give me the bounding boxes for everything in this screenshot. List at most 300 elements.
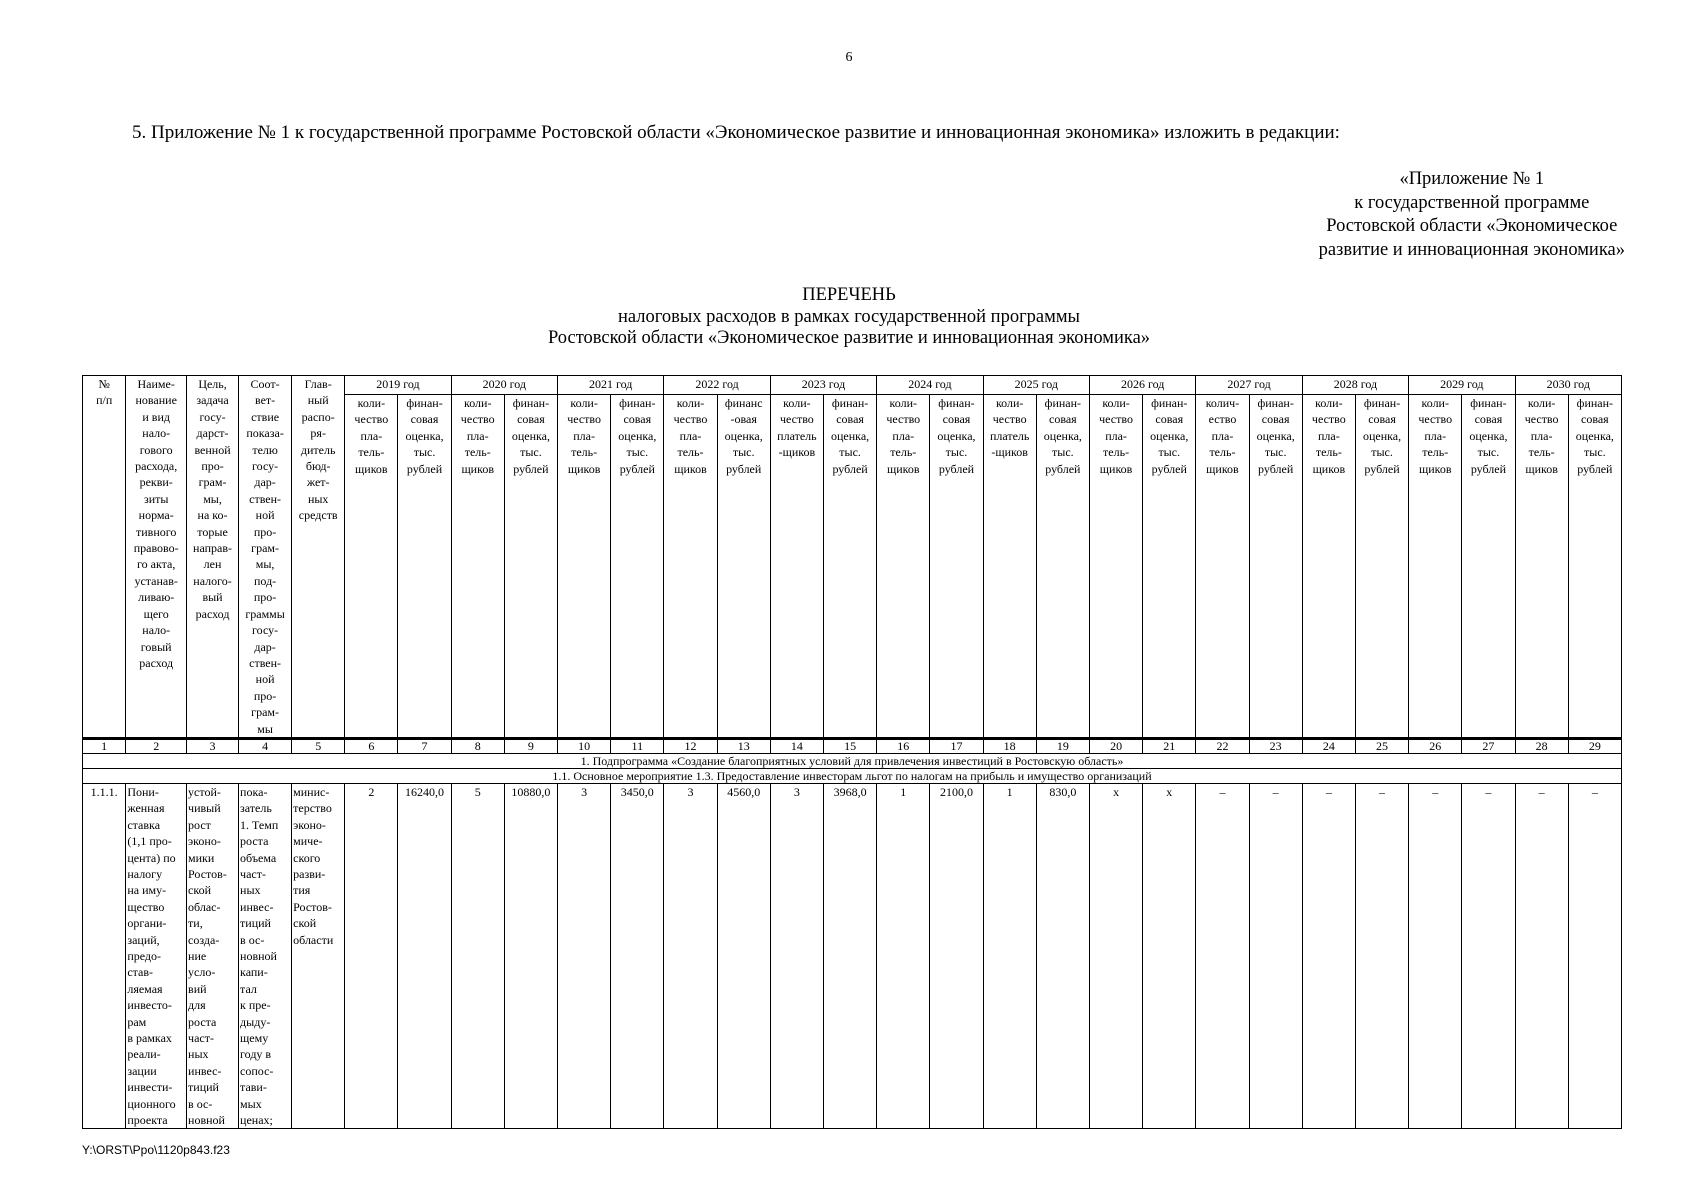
column-number: 17 — [930, 738, 983, 753]
header-line: -щиков — [991, 445, 1028, 460]
header-line: про- — [253, 688, 277, 703]
header-line: финан- — [1044, 395, 1082, 410]
header-line: щиков — [1312, 461, 1346, 476]
header-col-1 — [83, 376, 126, 739]
payers-count-header — [664, 394, 717, 738]
data-value: 1 — [877, 783, 930, 1129]
program-indicator-line: году в — [240, 1047, 272, 1062]
header-line: ливаю- — [138, 590, 175, 605]
header-line: оценка, — [1043, 428, 1082, 443]
tax-expenditure-name-line: женная — [127, 801, 165, 816]
document-title — [0, 285, 1698, 350]
header-line: щего — [143, 606, 169, 621]
title-line: налоговых расходов в рамках государственной программы — [618, 306, 1080, 327]
header-line: рублей — [832, 461, 868, 476]
header-line: тыс. — [1584, 445, 1606, 460]
header-line: пла- — [1424, 428, 1447, 443]
budget-manager-line: ского — [293, 850, 321, 865]
column-number: 19 — [1036, 738, 1089, 753]
header-line: рублей — [1045, 461, 1081, 476]
header-line: рублей — [1258, 461, 1294, 476]
program-goal — [187, 783, 239, 1129]
program-indicator-line: 1. Темп — [240, 817, 279, 832]
column-number: 15 — [823, 738, 876, 753]
data-value: 2100,0 — [930, 783, 983, 1129]
year-header: 2030 год — [1515, 376, 1621, 395]
column-number: 2 — [126, 738, 187, 753]
header-line: расхода, — [135, 459, 178, 474]
column-number: 29 — [1568, 738, 1621, 753]
program-goal-line: устой- — [188, 784, 221, 799]
program-indicator-line: тави- — [240, 1080, 267, 1095]
header-line: совая — [1368, 412, 1396, 427]
budget-manager-line: разви- — [293, 866, 326, 881]
header-line: рублей — [513, 461, 549, 476]
program-indicator-line: пока- — [240, 784, 268, 799]
financial-estimate-header — [1462, 394, 1515, 738]
header-line: коли- — [570, 395, 598, 410]
data-value: 3 — [770, 783, 823, 1129]
header-line: оценка, — [937, 428, 976, 443]
header-line: Наиме- — [137, 377, 175, 391]
budget-manager-line: миче- — [293, 834, 323, 849]
program-indicator-line: сопос- — [240, 1063, 274, 1078]
header-line: финан- — [1470, 395, 1507, 410]
budget-manager-line: Ростов- — [293, 899, 332, 914]
header-line: совая — [836, 412, 864, 427]
header-line: мы, — [255, 557, 275, 572]
header-line: финан- — [406, 395, 443, 410]
program-indicator-line: объема — [240, 850, 277, 865]
program-indicator-line: ценах; — [240, 1113, 273, 1128]
header-line: лен — [203, 557, 222, 572]
header-line: тель- — [890, 445, 917, 460]
table-row — [83, 783, 1622, 1129]
header-line: чество — [567, 412, 602, 427]
tax-expenditure-name-line: (1,1 про- — [127, 834, 172, 849]
header-line: зиты — [143, 491, 169, 506]
header-line: совая — [517, 412, 545, 427]
program-indicator-line: инвес- — [240, 899, 274, 914]
financial-estimate-header — [930, 394, 983, 738]
header-line: щиков — [567, 461, 601, 476]
data-value: х — [1143, 783, 1196, 1129]
header-line: совая — [1581, 412, 1609, 427]
column-number: 18 — [983, 738, 1036, 753]
header-line: совая — [1049, 412, 1077, 427]
data-value: – — [1462, 783, 1515, 1129]
section-row — [83, 768, 1622, 783]
tax-expenditure-name-line: ляемая — [127, 981, 163, 996]
data-value: 3450,0 — [611, 783, 664, 1129]
header-line: тыс. — [413, 445, 436, 460]
tax-expenditure-name-line: предо- — [127, 949, 162, 963]
program-indicator-line: капи- — [240, 965, 268, 980]
header-line: финан- — [1151, 395, 1188, 410]
header-line: коли- — [1315, 395, 1343, 410]
tax-expenditure-name-line: зации — [127, 1063, 157, 1078]
header-line: чество — [779, 412, 814, 427]
header-line: коли- — [783, 395, 811, 410]
header-line: тель- — [358, 445, 385, 460]
payers-count-header — [983, 394, 1036, 738]
header-line: совая — [623, 412, 652, 427]
financial-estimate-header — [504, 394, 557, 738]
header-line: коли- — [1102, 395, 1130, 410]
program-indicator-line: в ос- — [240, 932, 265, 947]
program-indicator — [239, 783, 292, 1129]
program-indicator-line: новной — [240, 949, 277, 963]
program-indicator-line: роста — [240, 834, 269, 849]
header-line: совая — [1261, 412, 1290, 427]
tax-expenditure-name-line: инвесто- — [127, 998, 172, 1013]
header-line: вет- — [255, 393, 276, 408]
header-line: госу- — [252, 623, 279, 638]
header-line: оценка, — [1150, 428, 1189, 443]
intro-paragraph: 5. Приложение № 1 к государственной программе Ростовской области «Экономическое развитие и инновационная экономика» изложить в редакции: — [132, 122, 1340, 143]
header-line: чество — [886, 412, 921, 427]
header-line: щиков — [355, 461, 388, 476]
program-goal-line: Ростов- — [188, 866, 227, 881]
header-line: щиков — [461, 461, 494, 476]
header-line: пла- — [1530, 428, 1553, 443]
header-line: тыс. — [1264, 445, 1287, 460]
header-line: коли- — [463, 395, 492, 410]
header-line: щиков — [887, 461, 920, 476]
year-header: 2028 год — [1302, 376, 1408, 395]
tax-expenditure-name-line: органи- — [127, 916, 167, 931]
header-line: грам- — [251, 705, 280, 720]
program-goal-line: тиций — [188, 1080, 219, 1095]
program-indicator-line: щему — [240, 1031, 269, 1046]
payers-count-header — [1089, 394, 1142, 738]
data-value: – — [1568, 783, 1621, 1129]
program-indicator-line: мых — [240, 1096, 262, 1111]
budget-manager-line: тия — [293, 883, 311, 898]
header-line: чество — [1311, 412, 1346, 427]
program-goal-line: ской — [188, 883, 211, 898]
program-goal-line: вий — [188, 981, 207, 996]
header-line: платель — [777, 428, 817, 443]
program-goal-line: ных — [188, 1047, 209, 1062]
header-line: жет- — [306, 475, 330, 490]
column-number: 24 — [1302, 738, 1355, 753]
header-line: совая — [942, 412, 971, 427]
header-line: финан- — [1257, 395, 1294, 410]
program-goal-line: эконо- — [188, 834, 221, 849]
column-number: 7 — [398, 738, 451, 753]
header-line: ный — [307, 393, 329, 408]
column-number: 5 — [292, 738, 345, 753]
header-line: на ко- — [197, 508, 228, 523]
budget-manager-line: ской — [293, 916, 317, 931]
appendix-line: Ростовской области «Экономическое — [1326, 216, 1618, 236]
header-line: рублей — [1151, 461, 1187, 476]
header-col-5 — [292, 376, 345, 739]
header-line: тыс. — [732, 445, 755, 460]
header-line: пла- — [1211, 428, 1234, 443]
tax-expenditure-table — [82, 375, 1622, 1129]
header-line: тель- — [1103, 445, 1130, 460]
header-col-2 — [126, 376, 187, 739]
header-line: дар- — [254, 475, 276, 490]
header-line: чество — [673, 412, 708, 427]
payers-count-header — [558, 394, 611, 738]
header-line: дарст- — [196, 426, 229, 441]
header-line: ря- — [310, 426, 326, 441]
header-line: чество — [460, 412, 495, 427]
column-number: 27 — [1462, 738, 1515, 753]
column-number: 13 — [717, 738, 770, 753]
header-line: ной — [255, 508, 275, 523]
tax-expenditure-name-line: ционного — [127, 1096, 176, 1111]
header-line: мы — [257, 721, 273, 736]
header-line: коли- — [357, 395, 386, 410]
financial-estimate-header — [1143, 394, 1196, 738]
header-line: тыс. — [945, 445, 968, 460]
header-line: оценка, — [1469, 428, 1508, 443]
data-value: – — [1515, 783, 1568, 1129]
header-line: финан- — [1576, 395, 1614, 410]
data-value: – — [1355, 783, 1408, 1129]
header-line: расход — [139, 655, 174, 670]
header-line: финан- — [831, 395, 869, 410]
file-path-footer: Y:\ORST\Ppo\1120p843.f23 — [82, 1143, 230, 1157]
payers-count-header — [1515, 394, 1568, 738]
title-line: ПЕРЕЧЕНЬ — [802, 285, 896, 305]
tax-expenditure-name-line: заций, — [127, 932, 160, 947]
header-line: ество — [1208, 412, 1237, 427]
program-goal-line: усло- — [188, 965, 216, 980]
year-header: 2020 год — [451, 376, 557, 395]
column-number: 23 — [1249, 738, 1302, 753]
data-value: – — [1249, 783, 1302, 1129]
appendix-line: к государственной программе — [1354, 192, 1590, 213]
header-line: Глав- — [304, 377, 332, 391]
data-value: 5 — [451, 783, 504, 1129]
column-number: 20 — [1089, 738, 1142, 753]
column-number: 12 — [664, 738, 717, 753]
header-line: телю — [252, 442, 278, 457]
header-line: пла- — [892, 428, 915, 443]
header-line: оценка, — [1256, 428, 1295, 443]
header-line: финан- — [512, 395, 550, 410]
header-line: тыс. — [1052, 445, 1074, 460]
payers-count-header — [770, 394, 823, 738]
header-line: совая — [1474, 412, 1503, 427]
header-line: чество — [1524, 412, 1559, 427]
year-header: 2022 год — [664, 376, 770, 395]
header-line: норма- — [138, 508, 174, 523]
tax-expenditure-name-line: щество — [127, 899, 165, 914]
payers-count-header — [877, 394, 930, 738]
header-line: и вид — [142, 409, 170, 424]
tax-expenditure-name-line: рам — [127, 1014, 147, 1029]
header-line: рублей — [726, 461, 762, 476]
header-line: рублей — [1364, 461, 1400, 476]
payers-count-header — [1302, 394, 1355, 738]
header-line: оценка, — [724, 428, 763, 443]
header-line: госу- — [199, 409, 226, 424]
header-line: ной — [255, 672, 275, 687]
tax-expenditure-name-line: проекта — [127, 1113, 168, 1128]
payers-count-header — [1196, 394, 1249, 738]
financial-estimate-header — [1355, 394, 1408, 738]
header-line: финан- — [1363, 395, 1401, 410]
header-line: тыс. — [839, 445, 861, 460]
header-line: коли- — [889, 395, 918, 410]
program-goal-line: ти, — [188, 916, 203, 931]
data-value: – — [1302, 783, 1355, 1129]
header-line: оценка, — [831, 428, 870, 443]
program-indicator-line: к пре- — [240, 998, 271, 1013]
tax-expenditure-name-line: цента) по — [127, 850, 176, 865]
year-header: 2029 год — [1409, 376, 1515, 395]
header-line: направ- — [193, 541, 233, 556]
header-line: пла- — [1105, 428, 1127, 443]
header-line: тивного — [135, 524, 177, 539]
header-line: оценка, — [618, 428, 657, 443]
financial-estimate-header — [717, 394, 770, 738]
header-line: Цель, — [198, 377, 227, 391]
header-line: пла- — [360, 428, 383, 443]
program-goal-line: мики — [188, 850, 215, 865]
program-goal-line: ние — [188, 949, 207, 963]
header-line: коли- — [676, 395, 705, 410]
payers-count-header — [345, 394, 398, 738]
header-line: совая — [410, 412, 439, 427]
program-goal-line: част- — [188, 1031, 214, 1046]
program-goal-line: рост — [188, 817, 211, 832]
header-line: платель — [989, 428, 1030, 443]
program-indicator-line: част- — [240, 866, 266, 881]
header-line: финанс — [724, 395, 763, 410]
year-header: 2025 год — [983, 376, 1089, 395]
program-indicator-line: тал — [240, 981, 257, 996]
tax-expenditure-name-line: реали- — [127, 1047, 161, 1062]
header-line: ствие — [251, 409, 280, 424]
header-line: чество — [992, 412, 1027, 427]
header-line: коли- — [1527, 395, 1556, 410]
financial-estimate-header — [1249, 394, 1302, 738]
tax-expenditure-name-line: став- — [127, 965, 154, 980]
program-goal-line: роста — [188, 1014, 217, 1029]
financial-estimate-header — [398, 394, 451, 738]
column-number-row — [83, 738, 1622, 753]
column-number: 25 — [1355, 738, 1408, 753]
header-line: тель- — [1315, 445, 1342, 460]
budget-manager-line: эконо- — [293, 817, 326, 832]
data-value: – — [1409, 783, 1462, 1129]
header-line: гового — [139, 442, 173, 457]
header-line: щиков — [1099, 461, 1133, 476]
header-line: тыс. — [520, 445, 542, 460]
header-line: устанав- — [134, 573, 178, 588]
column-number: 6 — [345, 738, 398, 753]
header-line: нало- — [142, 623, 171, 638]
header-line: тель- — [1422, 445, 1449, 460]
program-indicator-line: тиций — [240, 916, 271, 931]
header-line: госу- — [252, 459, 279, 474]
column-number: 21 — [1143, 738, 1196, 753]
tax-expenditure-name-line: инвести- — [127, 1080, 173, 1095]
financial-estimate-header — [1568, 394, 1621, 738]
header-line: щиков — [1418, 461, 1452, 476]
header-line: пла- — [573, 428, 595, 443]
program-indicator-line: ных — [240, 883, 261, 898]
header-line: граммы — [245, 606, 285, 621]
program-goal-line: созда- — [188, 932, 220, 947]
data-value: 4560,0 — [717, 783, 770, 1129]
header-line: грам- — [198, 475, 227, 490]
column-number: 26 — [1409, 738, 1462, 753]
header-line: рублей — [406, 461, 443, 476]
data-value: 10880,0 — [504, 783, 557, 1129]
header-line: щиков — [674, 461, 707, 476]
header-line: № — [98, 377, 110, 391]
year-header: 2023 год — [770, 376, 876, 395]
header-line: -щиков — [778, 445, 816, 460]
data-value: 2 — [345, 783, 398, 1129]
header-line: коли- — [1421, 395, 1449, 410]
header-line: тель- — [571, 445, 598, 460]
header-line: под- — [254, 573, 277, 588]
tax-expenditure-name-line: Пони- — [127, 784, 159, 799]
column-number: 9 — [504, 738, 557, 753]
header-line: распо- — [301, 409, 335, 424]
tax-expenditure-name — [126, 783, 187, 1129]
header-line: го акта, — [137, 557, 176, 572]
program-goal-line: в ос- — [188, 1096, 213, 1111]
financial-estimate-header — [823, 394, 876, 738]
header-line: оценка, — [1575, 428, 1614, 443]
column-number: 16 — [877, 738, 930, 753]
header-line: рублей — [938, 461, 975, 476]
header-line: п/п — [96, 393, 113, 408]
header-col-4 — [239, 376, 292, 739]
header-line: рублей — [1470, 461, 1507, 476]
header-line: тыс. — [626, 445, 649, 460]
appendix-line: «Приложение № 1 — [1399, 169, 1545, 189]
header-line: тыс. — [1158, 445, 1181, 460]
budget-manager-line: области — [293, 932, 334, 947]
header-line: щиков — [1206, 461, 1239, 476]
header-line: венной — [194, 442, 231, 457]
data-value: 3 — [558, 783, 611, 1129]
section-row — [83, 753, 1622, 768]
budget-manager — [292, 783, 345, 1129]
data-value: 3968,0 — [823, 783, 876, 1129]
data-value: 3 — [664, 783, 717, 1129]
appendix-reference — [1319, 168, 1625, 262]
tax-expenditure-name-line: на иму- — [127, 883, 167, 898]
header-line: рекви- — [139, 475, 173, 490]
column-number: 22 — [1196, 738, 1249, 753]
column-number: 28 — [1515, 738, 1568, 753]
payers-count-header — [451, 394, 504, 738]
header-line: оценка, — [405, 428, 444, 443]
data-value: – — [1196, 783, 1249, 1129]
payers-count-header — [1409, 394, 1462, 738]
header-line: грам- — [251, 541, 280, 556]
financial-estimate-header — [611, 394, 664, 738]
year-header: 2021 год — [558, 376, 664, 395]
header-col-3 — [187, 376, 239, 739]
header-line: тель- — [1209, 445, 1236, 460]
header-line: ных — [307, 491, 329, 506]
program-indicator-line: дыду- — [240, 1014, 271, 1029]
header-line: расход — [195, 606, 230, 621]
